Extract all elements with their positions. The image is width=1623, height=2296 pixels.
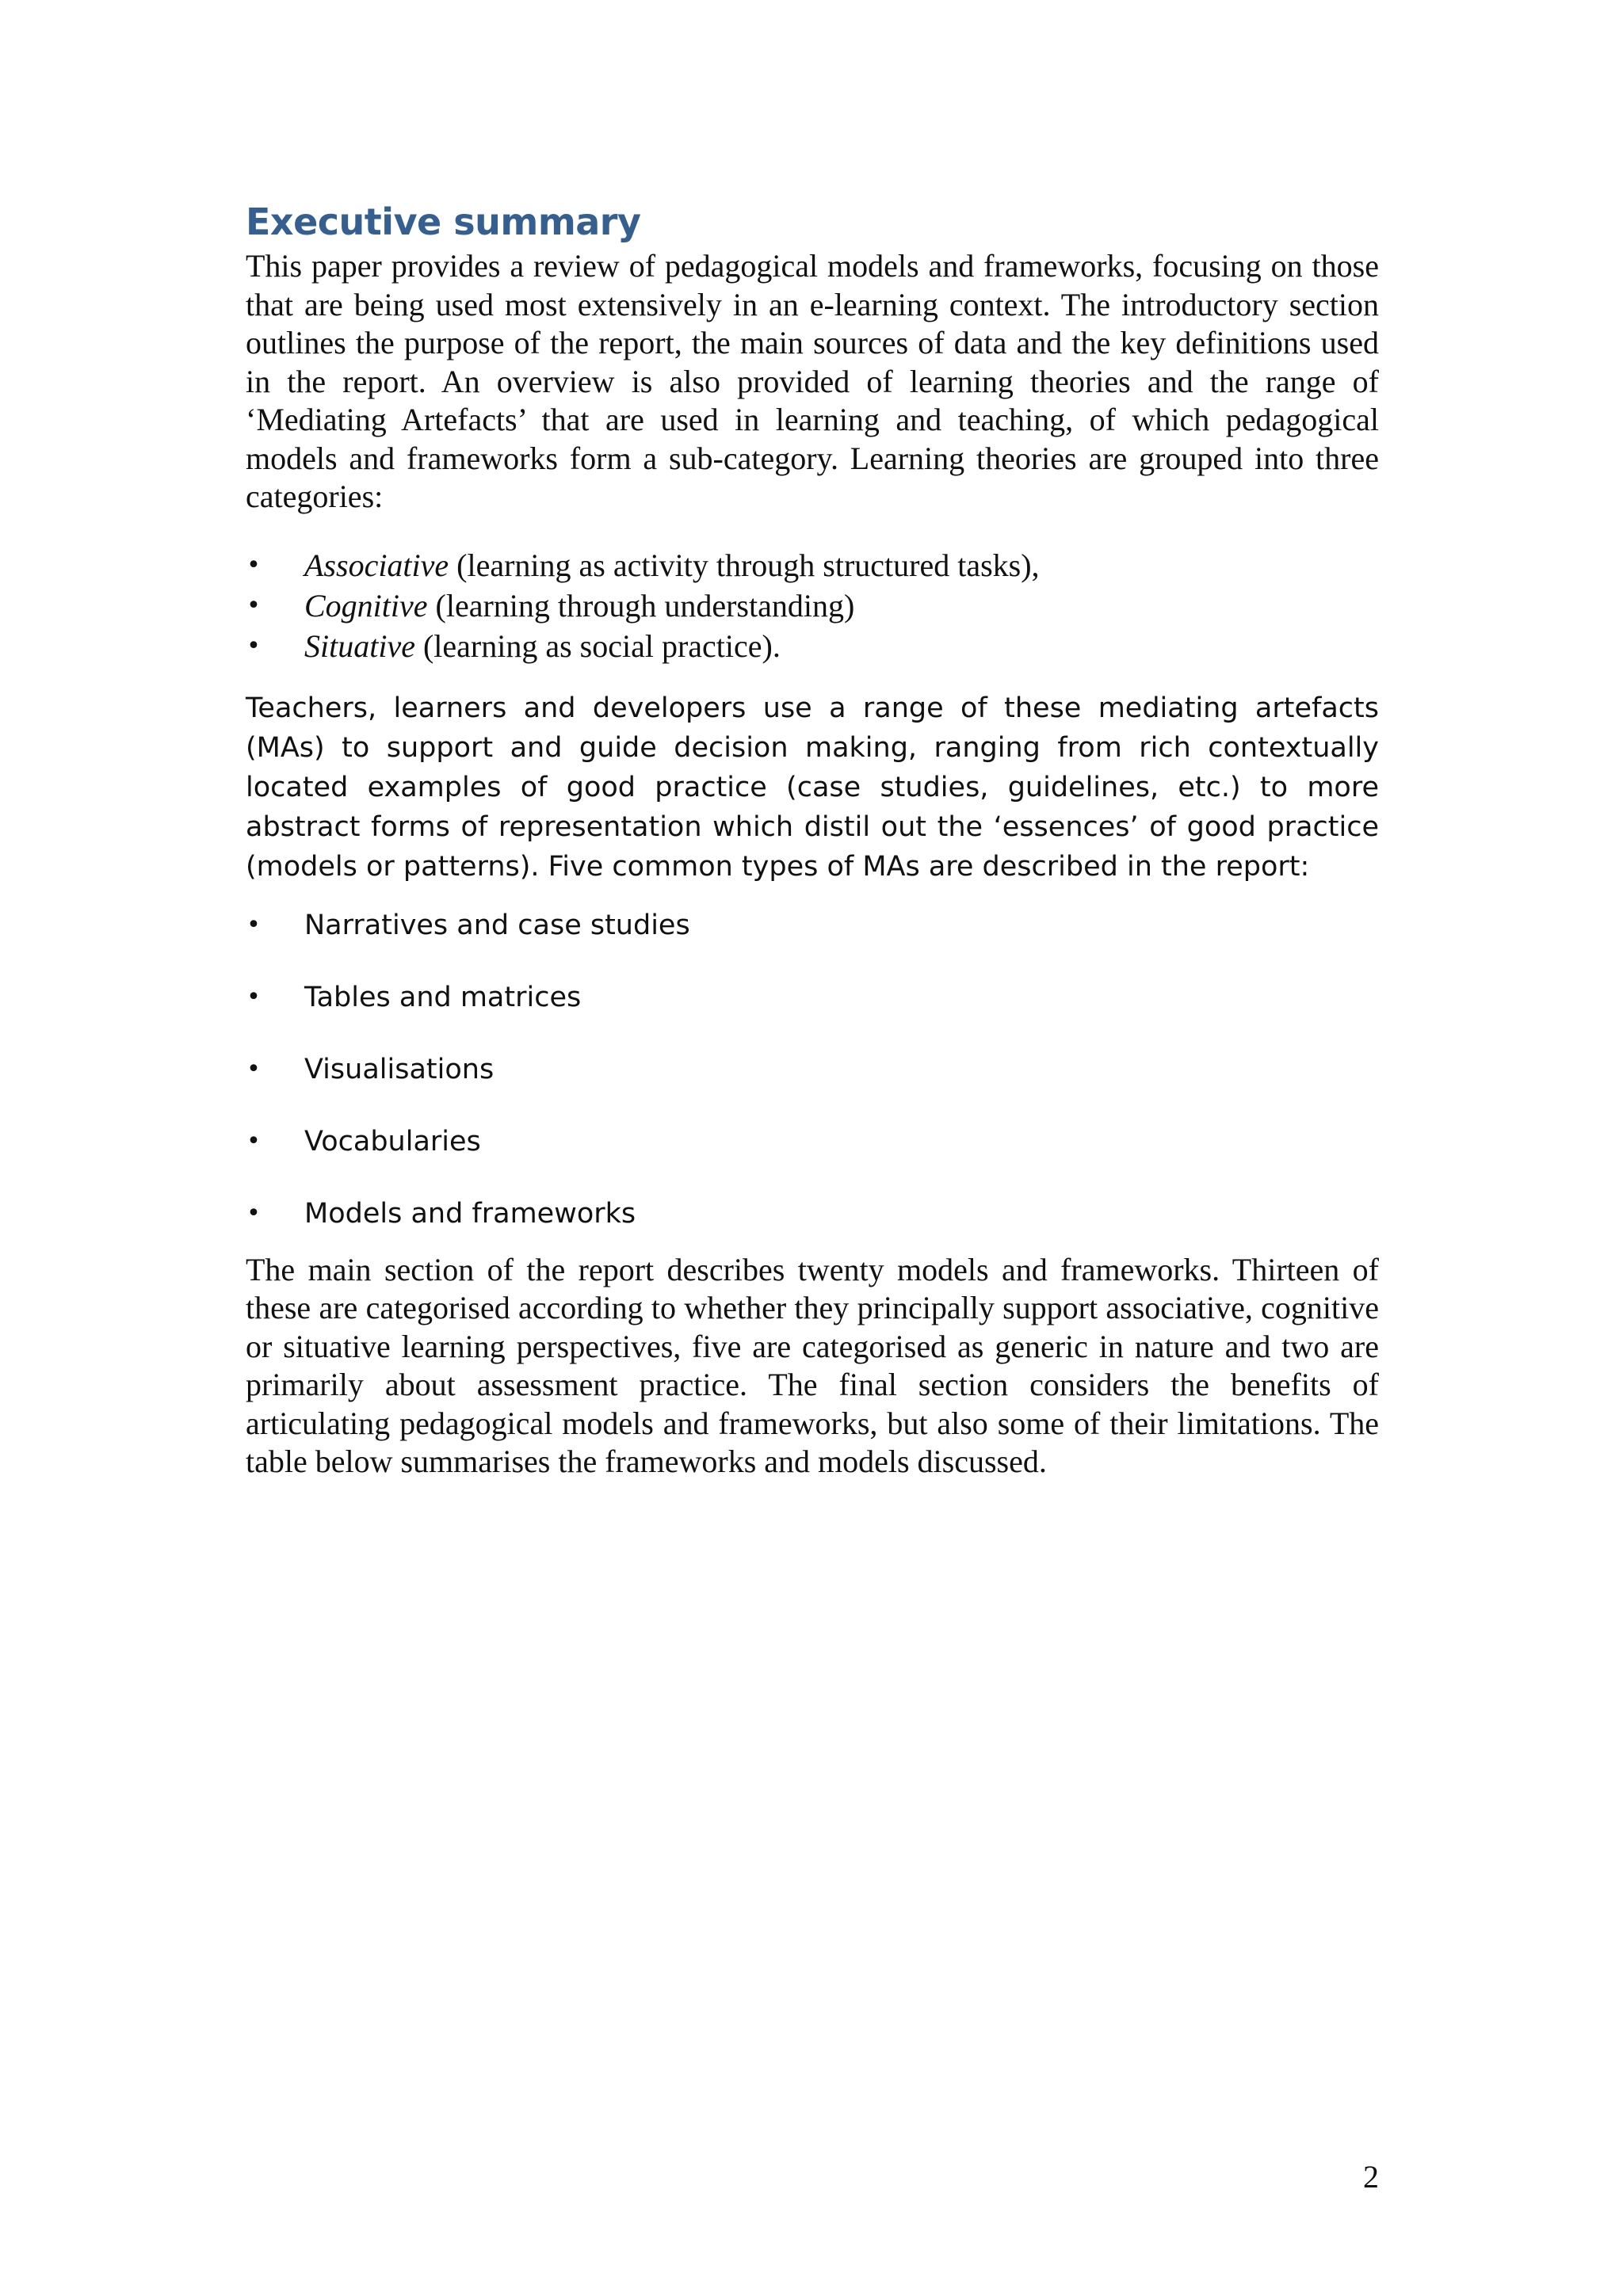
bullet-icon: •	[246, 910, 261, 939]
list-item	[246, 1194, 1379, 1234]
bullet-icon: •	[246, 982, 261, 1011]
bullet-icon: •	[246, 631, 261, 660]
list-item	[246, 1122, 1379, 1161]
page-number: 2	[1363, 2159, 1379, 2195]
list-item	[246, 545, 1379, 585]
theory-description: (learning through understanding)	[427, 587, 855, 624]
main-section-paragraph: The main section of the report describes twenty models and frameworks. Thirteen of these are categorised according to whether they principally support associative, cognitive or situative learning perspectives, five are categorised as generic in nature and two are primarily about assessment practice. The final section considers the benefits of articulating pedagogical models and frameworks, but also some of their limitations. The table below summarises the frameworks and models discussed.	[246, 1251, 1379, 1479]
theory-term: Associative	[304, 547, 449, 583]
ma-type-label: Visualisations	[304, 1053, 495, 1085]
bullet-icon: •	[246, 551, 261, 579]
ma-type-label: Vocabularies	[304, 1125, 481, 1158]
bullet-icon: •	[246, 591, 261, 620]
page-content	[246, 196, 1379, 1482]
theory-term: Cognitive	[304, 587, 428, 624]
theory-description: (learning as social practice).	[414, 627, 781, 664]
intro-paragraph: This paper provides a review of pedagogical models and frameworks, focusing on those that are being used most extensively in an e-learning context. The introductory section outlines the purpose of the report, the main sources of data and the key definitions used in the report. An overview is also provided of learning theories and the range of ‘Mediating Artefacts’ that are used in learning and teaching, of which pedagogical models and frameworks form a sub-category. Learning theories are grouped into three categories:	[246, 248, 1379, 514]
mediating-artefacts-paragraph: Teachers, learners and developers use a range of these mediating artefacts (MAs) to support and guide decision making, ranging from rich contextually located examples of good practice (case studies, guidelines, etc.) to more abstract forms of representation which distil out the ‘essences’ of good practice (models or patterns). Five common types of MAs are described in the report:	[246, 692, 1379, 883]
ma-type-label: Narratives and case studies	[304, 909, 690, 941]
bullet-icon: •	[246, 1055, 261, 1083]
learning-theories-list	[246, 545, 1379, 666]
bullet-icon: •	[246, 1199, 261, 1227]
list-item	[246, 585, 1379, 626]
section-heading: Executive summary	[246, 200, 641, 243]
bullet-icon: •	[246, 1127, 261, 1155]
list-item	[246, 978, 1379, 1017]
theory-description: (learning as activity through structured tasks),	[449, 547, 1040, 583]
list-item	[246, 906, 1379, 945]
theory-term: Situative	[304, 627, 415, 664]
list-item	[246, 626, 1379, 666]
ma-type-label: Models and frameworks	[304, 1197, 636, 1230]
ma-types-list	[246, 906, 1379, 1234]
ma-type-label: Tables and matrices	[304, 981, 582, 1013]
list-item	[246, 1050, 1379, 1089]
